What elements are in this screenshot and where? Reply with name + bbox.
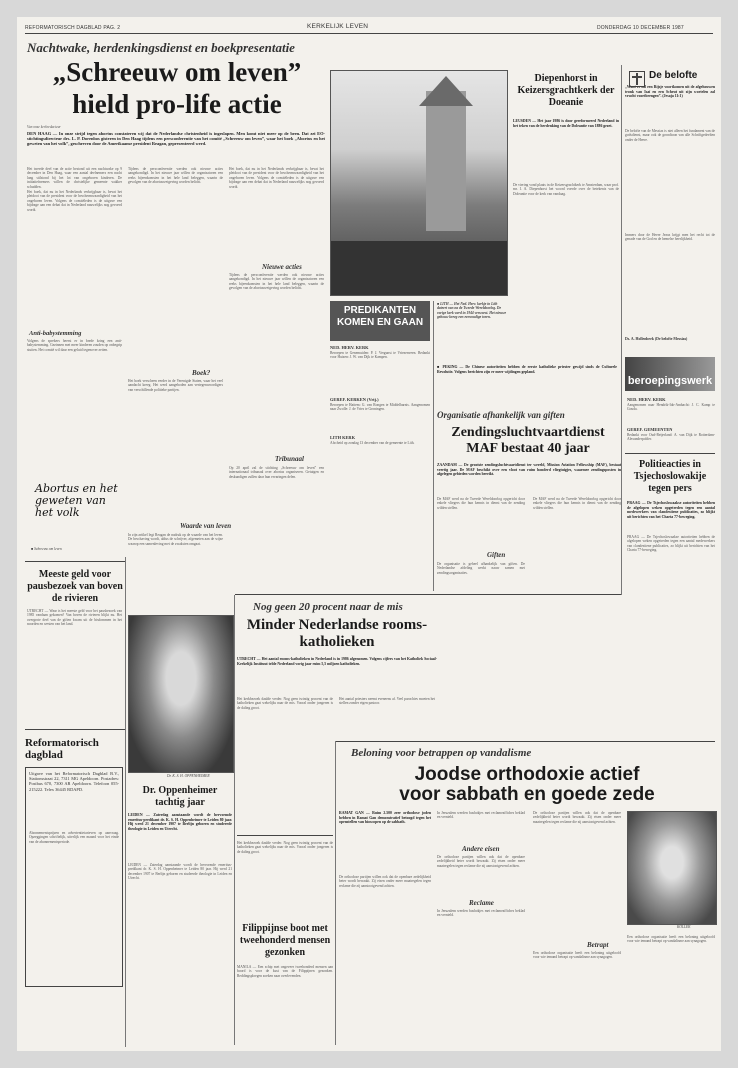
divider bbox=[25, 561, 125, 562]
oppenheimer-caption: Dr. K. S. H. OPPENHEIMER bbox=[167, 774, 210, 778]
joodse-headline-1: Joodse orthodoxie actief bbox=[414, 764, 640, 785]
filippijnse-prev-body bbox=[237, 841, 333, 919]
predikanten-geref-body: Beroepen te Hattem: G. van Rongen te Middelharnis. Aangenomen naar Zwolle: J. de Vries te Groningen. bbox=[330, 403, 430, 412]
minder-lead: UTRECHT — Het aantal rooms-katholieken in Nederland is in 1986 afgenomen. Volgens cijfers van het Katholiek Sociaal-Kerkelijk Instituut telde Nederland vorig jaar ruim 5,5 miljoen katholieken. bbox=[237, 657, 437, 666]
predikanten-lith-body: Afscheid op zondag 13 december van de gemeente te Lith. bbox=[330, 441, 415, 445]
lead-body-2b: Het boek, dat nu in het Nederlands verkrijgbaar is, bevat het pleidooi van de president voor de beschermwaardigheid van het ongeboren leven. Volgens de comitéleden is de uitgave een bijdrage aan een debat dat in Nederland nauwelijks nog gevoerd wordt. bbox=[229, 167, 324, 189]
beroepingswerk-geref-body: Bedankt voor Oud-Beijerland: A. van Dijk te Rotterdam-Alexanderpolder. bbox=[627, 433, 715, 442]
maf-headline: Zendingsluchtvaartdienst MAF bestaat 40 jaar bbox=[451, 425, 605, 456]
filippijnse-headline: Filippijnse boot met tweehonderd mensen gezonken bbox=[239, 923, 331, 958]
joodse-col3-text: De orthodoxe partijen willen ook dat de openbare zedelijkheid beter wordt bewaakt. Zij eisen onder meer maatregelen tegen reclame die zij aanstootgevend achten. bbox=[533, 811, 621, 824]
joodse-col4 bbox=[627, 935, 715, 1043]
belofte-signature: Ds. A. Hollenbeek (De belofte Messias) bbox=[625, 337, 688, 341]
divider bbox=[237, 835, 333, 836]
section-betrapt: Betrapt bbox=[587, 941, 609, 949]
belofte-body-2: Immers door de Heere Jezus krijgt men het recht tot de genade van de God en de hemelse heerlijkheid. bbox=[625, 233, 715, 242]
church-photo bbox=[330, 70, 508, 296]
joodse-col4-text: Een orthodoxe organisatie heeft een beloning uitgeloofd voor wie iemand betrapt op vandalisme aan synagogen. bbox=[627, 935, 715, 944]
dienst-headline: Diepenhorst in Keizersgrachtkerk der Doeanie bbox=[517, 73, 615, 108]
joodse-headline-2: voor sabbath en goede zede bbox=[399, 784, 655, 805]
column-rule bbox=[621, 65, 622, 595]
section-andere-eisen: Andere eisen bbox=[462, 845, 500, 853]
column-rule bbox=[335, 741, 336, 1045]
lead-kicker: Nachtwake, herdenkingsdienst en boekpresentatie bbox=[27, 40, 295, 55]
lead-body-6: Op 20 april zal de stichting „Schreeuw om leven” een internationaal tribunaal over abortus organiseren. Getuigen en deskundigen zullen daar hun ervaringen delen. bbox=[229, 466, 324, 479]
oppenheimer-lead: LEIDEN — Zaterdag aanstaande wordt de hervormde emeritus-predikant dr. K. S. H. Oppenheimer te Leiden 80 jaar. Hij werd 21 december 1907 te Berlijn geboren en studeerde theologie in Leiden en Utrecht. bbox=[128, 813, 232, 831]
lead-body-1: Het tweede deel van de actie bestond uit een nachtwake op 9 december in Den Haag, waar een aantal deelnemers een nacht lang stilstond bij het lot van ongeboren kinderen. De initiatiefnemers willen de christelijke gemeente wakker schudden. bbox=[27, 167, 122, 189]
belofte-box bbox=[625, 65, 715, 353]
book-caption: ■ Schreeuw om leven bbox=[31, 547, 62, 551]
newspaper-page bbox=[17, 17, 721, 1051]
section-reclame: Reclame bbox=[469, 899, 494, 907]
column-rule bbox=[234, 595, 235, 1045]
lead-headline-2: hield pro-life actie bbox=[72, 89, 282, 119]
maf-body-col2 bbox=[533, 497, 621, 622]
book-logo bbox=[29, 477, 121, 545]
meeste-geld-body: UTRECHT — Waar is het meeste geld voor het pausbezoek van 1985 vandaan gekomen? Van boven de rivieren blijkt nu. Het overgrote deel van de giften kwam uit de bisdommen in het noorden en westen van het land. bbox=[27, 609, 122, 627]
section-boek: Boek? bbox=[192, 369, 211, 377]
lead-intro: DEN HAAG — In onze strijd tegen abortus constateren wij dat de Nederlandse christenheid is ingeslapen. Men komt niet meer op de been. Dat zei EO-stichtingsdirecteur drs. L. P. Dorenbos gisteren in Den Haag tijdens een persconferentie van het comité „Schreeuw om leven”, waar het boek „Abortus en het geweten van het volk”, geschreven door de Amerikaanse president Reagan, gepresenteerd werd. bbox=[27, 131, 325, 147]
divider bbox=[625, 453, 715, 454]
joodse-lead: RAMAT GAN — Ruim 2.500 zeer orthodoxe joden hebben in Ramat Gan demonstratief betoogd tegen het openstellen van bioscopen op de sabbath. bbox=[339, 811, 431, 825]
church-roof-shape bbox=[419, 76, 473, 106]
rd-box-title: Reformatorisch dagblad bbox=[25, 737, 99, 761]
lead-body-5: Het boek verscheen eerder in de Verenigde Staten, waar het veel aandacht kreeg. Het werd aangeboden aan vertegenwoordigers van verschillende politieke partijen. bbox=[128, 379, 223, 392]
belofte-body: De belofte van de Messias is niet alleen het fundament van de godsdienst, maar ook de grondtoon van alle Schriftgedeelten onder de Heere. bbox=[625, 129, 715, 142]
oppenheimer-headline: Dr. Oppenheimer tachtig jaar bbox=[142, 785, 218, 808]
oppenheimer-body-repeat: LEIDEN — Zaterdag aanstaande wordt de hervormde emeritus-predikant dr. K. S. H. Oppenheimer te Leiden 80 jaar. Hij werd 21 december 1907 te Berlijn geboren en studeerde theologie in Leiden en Utrecht. bbox=[128, 863, 232, 881]
minder-body-2: Het aantal priesters neemt eveneens af. Veel parochies moeten het stellen zonder eigen pastoor. bbox=[339, 697, 435, 706]
rd-box-body: Uitgave van het Reformatorisch Dagblad B.V., Stationsstraat 22, 7311 MG Apeldoorn. Postadres: Postbus 670, 7300 AR Apeldoorn. Telefoon 055-215222. Telex 36445 RDAPD. bbox=[29, 771, 119, 792]
tsjecho-lead: PRAAG — De Tsjechoslowaakse autoriteiten hebben de afgelopen weken opgetreden tegen een aantal medewerkers van clandestiene publicaties, zo blijkt uit berichten van het Charta 77-beweging. bbox=[627, 501, 715, 519]
belofte-quote: „Want er zal een Rijsje voortkomen uit de afgehouwen tronk van Isaï en een Scheut uit zijn wortelen zal vrucht voortbrengen”. (Jesaja 11:1) bbox=[625, 85, 715, 99]
joodse-body-2: In Jeruzalem werden bushokjes met reclameaffiches beklad en vernield. bbox=[437, 909, 525, 918]
lead-body-col2 bbox=[128, 167, 223, 367]
section-giften: Giften bbox=[487, 551, 506, 559]
column-rule bbox=[125, 557, 126, 1047]
kollek-caption: KOLLEK bbox=[677, 925, 691, 929]
peking-text: ■ PEKING — De Chinese autoriteiten hebben de eerste katholieke priester gewijd sinds de Culturele Revolutie. Volgens berichten zijn er meer wijdingen gepland. bbox=[437, 365, 617, 374]
filippijnse-body: MANILA — Een schip met ongeveer tweehonderd mensen aan boord is voor de kust van de Filippijnen gezonken. Reddingsploegen zoeken naar overlevenden. bbox=[237, 965, 333, 978]
header-rule bbox=[25, 33, 713, 34]
tsjecho-body-text: PRAAG — De Tsjechoslowaakse autoriteiten hebben de afgelopen weken opgetreden tegen een aantal medewerkers van clandestiene publicaties, zo blijkt uit berichten van het Charta 77-beweging. bbox=[627, 535, 715, 553]
predikanten-lith: LITH KERK bbox=[330, 435, 356, 440]
meeste-geld-headline: Meeste geld voor pausbezoek van boven de rivieren bbox=[27, 569, 123, 604]
lead-byline: Van onze kerkredacteur bbox=[27, 125, 61, 129]
beroepingswerk-title: beroepingswerk bbox=[627, 375, 713, 387]
lead-body-col3a bbox=[229, 167, 324, 261]
section-anti-babystemming: Anti-babystemming bbox=[29, 330, 82, 337]
belofte-title: De belofte bbox=[649, 70, 698, 81]
rd-box-small: Abonnementsprijzen en advertentietarieven op aanvraag. Opzeggingen schriftelijk, uiterlijk een maand voor het einde van de abonnementsperiode. bbox=[29, 831, 119, 844]
joodse-body-3: Een orthodoxe organisatie heeft een beloning uitgeloofd voor wie iemand betrapt op vandalisme aan synagogen. bbox=[533, 951, 621, 960]
column-rule bbox=[433, 301, 434, 591]
oppenheimer-body bbox=[128, 863, 232, 1043]
lead-body-col3b bbox=[229, 273, 324, 453]
church-tower-shape bbox=[426, 91, 466, 231]
section-rule bbox=[235, 594, 621, 595]
beroepingswerk-geref: GEREF. GEMEENTEN bbox=[627, 427, 673, 432]
joodse-body: De orthodoxe partijen willen ook dat de openbare zedelijkheid beter wordt bewaakt. Zij eisen onder meer maatregelen tegen reclame die zij aanstootgevend achten. bbox=[437, 855, 525, 868]
section-nieuwe-acties: Nieuwe acties bbox=[262, 263, 302, 271]
oppenheimer-photo bbox=[128, 615, 234, 773]
church-photo-caption: ■ LITH — Het Ned. Herv. kerkje in Lith dateert van na de Tweede Wereldoorlog. De vorige kerk werd in 1944 verwoest. Het nieuwe gebouw kreeg een eenvoudige toren. bbox=[437, 302, 507, 320]
maf-kicker: Organisatie afhankelijk van giften bbox=[437, 410, 565, 420]
joodse-col1-text: De orthodoxe partijen willen ook dat de openbare zedelijkheid beter wordt bewaakt. Zij eisen onder meer maatregelen tegen reclame die zij aanstootgevend achten. bbox=[339, 875, 431, 888]
minder-kicker: Nog geen 20 procent naar de mis bbox=[253, 601, 403, 613]
cross-icon bbox=[629, 71, 645, 87]
joodse-col2a bbox=[437, 811, 525, 841]
header-center: KERKELIJK LEVEN bbox=[307, 23, 369, 30]
lead-body-3b: Tijdens de persconferentie werden ook nieuwe acties aangekondigd. In het nieuwe jaar willen de organisatoren een reeks bijeenkomsten in het hele land beleggen, waarin de gevolgen van de abortuswetgeving worden belicht. bbox=[229, 273, 324, 291]
section-waarde: Waarde van leven bbox=[180, 522, 232, 530]
maf-body: De MAF werd na de Tweede Wereldoorlog opgericht door enkele vliegers die hun kennis in dienst van de zending wilden stellen. bbox=[437, 497, 525, 510]
lead-body-col1 bbox=[27, 167, 122, 327]
maf-body-2: De organisatie is geheel afhankelijk van giften. De Nederlandse afdeling werkt nauw samen met zendingsorganisaties. bbox=[437, 562, 525, 575]
section-rule bbox=[335, 741, 715, 742]
section-tribunaal: Tribunaal bbox=[275, 455, 304, 463]
lead-body-4: Volgens de sprekers heerst er in brede kring een anti-babystemming. Gezinnen met meer kinderen zouden op onbegrip stuiten. Het comité wil daar een geluid tegenover zetten. bbox=[27, 339, 122, 352]
predikanten-herv-body: Beroepen te Genemuiden: P. J. Vergunst te Vriezenveen. Bedankt voor Huizen: J. W. van Dijk te Kampen. bbox=[330, 351, 430, 360]
dienst-lead: LEUSDEN — Het jaar 1986 is door gereformeerd Nederland in het teken van de herdenking van de Doleantie van 1886 gezet. bbox=[513, 119, 619, 128]
minder-body: Het kerkbezoek daalde verder. Nog geen twintig procent van de katholieken gaat wekelijks naar de mis. Vooral onder jongeren is de daling groot. bbox=[237, 697, 333, 710]
beroepingswerk-herv-body: Aangenomen naar Hendrik-Ido-Ambacht: J. C. Kamp te Gouda. bbox=[627, 403, 715, 412]
predikanten-title: PREDIKANTEN KOMEN EN GAAN bbox=[330, 301, 430, 341]
church-foreground bbox=[331, 241, 507, 295]
joodse-col3 bbox=[533, 811, 621, 937]
joodse-col2a-text: In Jeruzalem werden bushokjes met reclameaffiches beklad en vernield. bbox=[437, 811, 525, 820]
lead-body-7: In zijn artikel legt Reagan de nadruk op de waarde van het leven. De beschaving wordt, aldus de schrijver, afgemeten aan de wijze waarop een samenleving met de zwaksten omgaat. bbox=[128, 533, 223, 546]
minder-continued: Het kerkbezoek daalde verder. Nog geen twintig procent van de katholieken gaat wekelijks naar de mis. Vooral onder jongeren is de daling groot. bbox=[237, 841, 333, 854]
maf-lead: ZAANDAM — De grootste zendingsluchtvaartdienst ter wereld, Mission Aviation Fellowship (MAF), bestaat veertig jaar. De MAF beschikt over een vloot van ruim honderd vliegtuigjes, waarmee zendingsposten in afgelegen gebieden worden bereikt. bbox=[437, 463, 621, 477]
beroepingswerk-herv: NED. HERV. KERK bbox=[627, 397, 666, 402]
lead-body-3: Tijdens de persconferentie werden ook nieuwe acties aangekondigd. In het nieuwe jaar willen de organisatoren een reeks bijeenkomsten in het hele land beleggen, waarin de gevolgen van de abortuswetgeving worden belicht. bbox=[128, 167, 223, 185]
kollek-photo bbox=[627, 811, 717, 925]
maf-body-col2-text: De MAF werd na de Tweede Wereldoorlog opgericht door enkele vliegers die hun kennis in dienst van de zending wilden stellen. bbox=[533, 497, 621, 510]
lead-body-2: Het boek, dat nu in het Nederlands verkrijgbaar is, bevat het pleidooi van de president voor de beschermwaardigheid van het ongeboren leven. Volgens de comitéleden is de uitgave een bijdrage aan een debat dat in Nederland nauwelijks nog gevoerd wordt. bbox=[27, 190, 122, 212]
joodse-kicker: Beloning voor betrappen op vandalisme bbox=[351, 747, 532, 759]
tsjecho-headline: Politieacties in Tsjechoslowakije tegen pers bbox=[633, 459, 707, 494]
rd-box bbox=[25, 767, 123, 987]
predikanten-herv: NED. HERV. KERK bbox=[330, 345, 369, 350]
lead-headline-1: „Schreeuw om leven” bbox=[52, 57, 302, 87]
header-right: DONDERDAG 10 DECEMBER 1987 bbox=[597, 25, 684, 31]
header-left: REFORMATORISCH DAGBLAD PAG. 2 bbox=[25, 25, 121, 31]
minder-headline: Minder Nederlandse rooms-katholieken bbox=[246, 617, 428, 650]
predikanten-geref: GEREF. KERKEN (Vrij.) bbox=[330, 397, 379, 402]
book-logo-text: Abortus en het geweten van het volk bbox=[35, 482, 118, 519]
joodse-col1 bbox=[339, 875, 431, 1045]
divider bbox=[25, 729, 125, 730]
tsjecho-body bbox=[627, 535, 715, 735]
dienst-body: De viering vond plaats in de Keizersgrachtkerk te Amsterdam, waar prof. mr. I. A. Diepenhorst het woord voerde over de betekenis van de Doleantie voor de kerk van vandaag. bbox=[513, 183, 619, 196]
